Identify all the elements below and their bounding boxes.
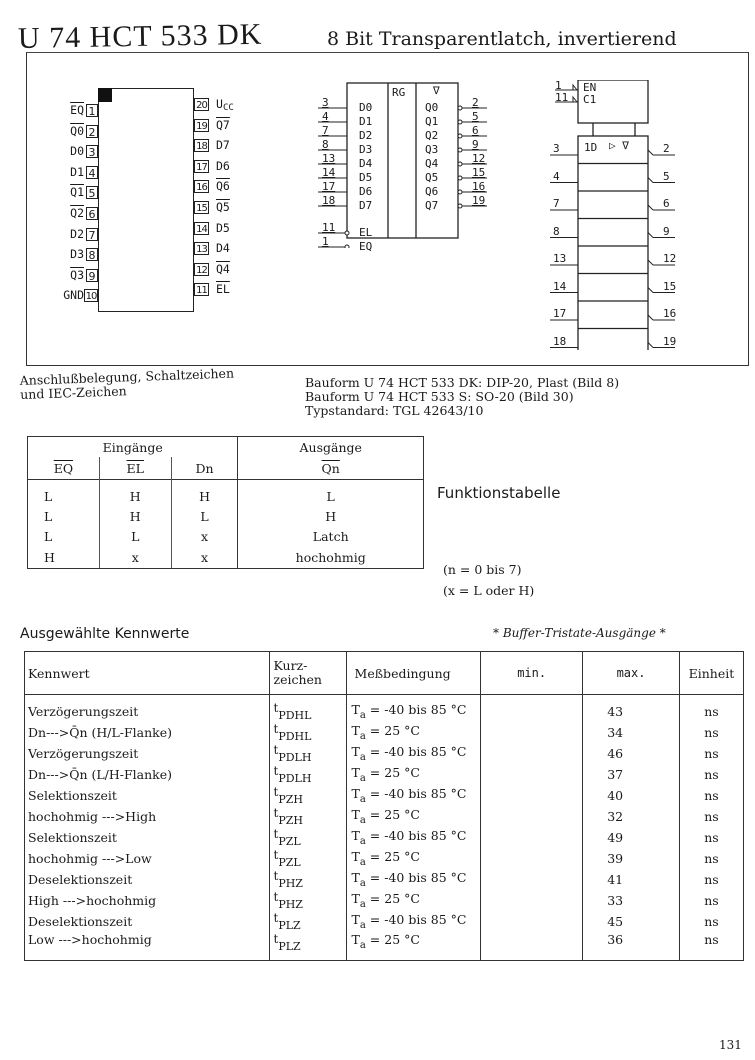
symbol-base: t	[273, 785, 279, 799]
symbol-subscript: PZH	[278, 814, 303, 827]
min-cell	[481, 785, 583, 806]
output-pin-number: 12	[472, 152, 486, 165]
header-kennwert: Kennwert	[25, 652, 270, 695]
dip-pin-number: 15	[194, 201, 209, 214]
condition-symbol: T	[351, 870, 360, 885]
input-pin-number: 13	[322, 152, 336, 165]
function-table-row	[28, 526, 424, 546]
unit-cell: ns	[679, 827, 743, 848]
inputs-group-header: Eingänge	[28, 437, 238, 458]
iec-input-pin-number: 8	[553, 224, 560, 238]
iec-input-pin-number: 4	[553, 169, 560, 183]
output-pin-number: 6	[472, 124, 479, 137]
condition-text: = 25 °C	[365, 765, 420, 780]
iec-control-pin-number: 11	[555, 91, 569, 104]
iec-output-pin-number: 6	[663, 197, 670, 210]
input-label: D0	[359, 101, 373, 114]
min-cell	[481, 743, 583, 764]
dip-pin-label: Q0	[70, 123, 84, 138]
output-label: Q4	[425, 157, 439, 170]
package-info	[305, 376, 619, 418]
characteristics-row	[25, 722, 744, 743]
condition-subscript: a	[359, 857, 366, 868]
max-cell: 49	[583, 827, 680, 848]
input-pin-number: 14	[322, 166, 336, 179]
max-cell: 43	[583, 695, 680, 723]
function-table-cell: L	[28, 526, 100, 546]
dip-pin-label: D4	[216, 241, 230, 256]
symbol-subscript: PZL	[278, 835, 301, 848]
kennwert-cell: Selektionszeit	[25, 827, 270, 848]
function-table-row	[28, 480, 424, 507]
dip-pin-number: 4	[86, 166, 98, 179]
page-number: 131	[719, 1038, 742, 1052]
characteristics-row	[25, 848, 744, 869]
condition-text: = -40 bis 85 °C	[365, 702, 467, 717]
symbol-cell	[270, 848, 346, 869]
condition-symbol: T	[351, 702, 360, 717]
characteristics-row	[25, 764, 744, 785]
characteristics-row	[25, 695, 744, 723]
condition-text: = 25 °C	[365, 932, 420, 947]
symbol-subscript: PHZ	[278, 898, 303, 911]
dip-pin-label: D3	[70, 247, 84, 262]
dip-pin-label: $\overline{EQ}$	[70, 103, 84, 117]
caption-line-1: Anschlußbelegung, Schaltzeichen	[19, 365, 235, 388]
condition-cell	[346, 890, 481, 911]
function-table-cell: hochohmig	[238, 546, 424, 569]
condition-text: = 25 °C	[365, 723, 420, 738]
min-cell	[481, 911, 583, 932]
iec-output-pin-number: 16	[663, 307, 677, 320]
unit-cell: ns	[679, 722, 743, 743]
dip-pin-number: 18	[194, 139, 209, 152]
condition-symbol: T	[351, 786, 360, 801]
output-label: Q7	[425, 199, 439, 212]
dip-pin-number: 13	[194, 242, 209, 255]
output-pin-number: 5	[472, 110, 479, 123]
header-kurzzeichen	[270, 652, 346, 695]
max-cell: 40	[583, 785, 680, 806]
input-label: D1	[359, 115, 373, 128]
kennwert-cell: High --->hochohmig	[25, 890, 270, 911]
condition-text: = -40 bis 85 °C	[365, 828, 467, 843]
unit-cell: ns	[679, 743, 743, 764]
unit-cell: ns	[679, 764, 743, 785]
iec-output-pin-number: 15	[663, 279, 677, 293]
symbol-subscript: PDHL	[278, 709, 312, 722]
unit-cell: ns	[679, 848, 743, 869]
dip-pin-number: 17	[194, 160, 209, 173]
input-label: D2	[359, 129, 373, 142]
control-label: EL	[359, 226, 373, 239]
max-cell: 33	[583, 890, 680, 911]
characteristics-row	[25, 785, 744, 806]
input-pin-number: 18	[322, 194, 336, 207]
symbol-base: t	[273, 743, 279, 757]
characteristics-row	[25, 869, 744, 890]
iec-output-pin-number: 5	[663, 169, 670, 183]
input-label: D7	[359, 199, 373, 212]
condition-cell	[346, 806, 481, 827]
max-cell: 39	[583, 848, 680, 869]
kennwert-cell: Deselektionszeit	[25, 911, 270, 932]
iec-control-label: EN	[583, 81, 597, 94]
condition-subscript: a	[359, 794, 366, 805]
input-label: D3	[359, 143, 373, 156]
max-cell: 46	[583, 743, 680, 764]
condition-cell	[346, 764, 481, 785]
dip-pin-number: 12	[194, 263, 209, 276]
dip-pin-label: GND	[63, 288, 84, 303]
kennwert-cell: Verzögerungszeit	[25, 743, 270, 764]
symbol-base: t	[273, 869, 279, 883]
condition-subscript: a	[359, 940, 366, 951]
output-pin-number: 19	[472, 194, 486, 207]
symbol-cell	[270, 911, 346, 932]
header-einheit: Einheit	[679, 652, 743, 695]
condition-text: = -40 bis 85 °C	[365, 786, 467, 801]
condition-symbol: T	[351, 765, 360, 780]
package-info-so: Bauform U 74 HCT 533 S: SO-20 (Bild 30)	[305, 389, 574, 404]
min-cell	[481, 695, 583, 723]
symbol-subscript: PLZ	[278, 940, 301, 953]
output-pin-number: 9	[472, 138, 479, 151]
package-info-dip: Bauform U 74 HCT 533 DK: DIP-20, Plast (Bild 8)	[305, 375, 620, 390]
max-cell: 32	[583, 806, 680, 827]
symbol-base: t	[273, 827, 279, 841]
symbol-subscript: PZH	[278, 793, 303, 806]
condition-text: = -40 bis 85 °C	[365, 744, 467, 759]
unit-cell: ns	[679, 785, 743, 806]
caption-line-2: und IEC-Zeichen	[19, 383, 127, 402]
min-cell	[481, 890, 583, 911]
characteristics-row	[25, 890, 744, 911]
unit-cell: ns	[679, 695, 743, 723]
outputs-group-header: Ausgänge	[238, 437, 424, 458]
iec-data-input-label: 1D	[584, 141, 598, 154]
symbol-cell	[270, 785, 346, 806]
dip-pin-label: Q5	[216, 200, 230, 214]
symbol-cell	[270, 722, 346, 743]
function-table-cell: H	[99, 480, 171, 507]
function-table-cell: x	[99, 546, 171, 569]
ucc-subscript: CC	[222, 103, 234, 113]
output-pin-number: 16	[472, 180, 486, 193]
dip-pin-label: D7	[216, 138, 230, 153]
dip-pin-label: D0	[70, 144, 84, 159]
condition-subscript: a	[359, 752, 366, 763]
function-table-title: Funktionstabelle	[437, 484, 561, 502]
iec-control-pin-number: 1	[555, 79, 562, 92]
kennwert-cell: Dn--->Q̄n (L/H-Flanke)	[25, 764, 270, 785]
function-table-cell: L	[99, 526, 171, 546]
kennwert-cell: hochohmig --->High	[25, 806, 270, 827]
unit-cell: ns	[679, 911, 743, 932]
min-cell	[481, 869, 583, 890]
output-label: Q3	[425, 143, 439, 156]
condition-subscript: a	[359, 878, 366, 889]
condition-cell	[346, 695, 481, 723]
dip-pin-number: 5	[86, 186, 98, 199]
characteristics-row	[25, 911, 744, 932]
part-number-title: U 74 HCT 533 DK	[17, 17, 263, 55]
pin1-marker-icon	[98, 88, 112, 102]
function-table-cell: H	[238, 506, 424, 526]
header-messbedingung: Meßbedingung	[346, 652, 481, 695]
condition-subscript: a	[359, 920, 366, 931]
dip-pin-label: Q7	[216, 117, 230, 132]
dip-pin-label: UCC	[216, 97, 234, 113]
symbol-cell	[270, 764, 346, 785]
header-kurz-line1: Kurz-	[273, 658, 308, 673]
input-label: D4	[359, 157, 373, 170]
symbol-cell	[270, 890, 346, 911]
iec-output-pin-number: 19	[663, 334, 677, 348]
kennwert-cell: Selektionszeit	[25, 785, 270, 806]
symbol-subscript: PLZ	[278, 919, 301, 932]
output-pin-number: 15	[472, 166, 486, 179]
condition-symbol: T	[351, 744, 360, 759]
min-cell	[481, 848, 583, 869]
max-cell: 37	[583, 764, 680, 785]
output-label: Q5	[425, 171, 439, 184]
condition-cell	[346, 932, 481, 961]
min-cell	[481, 932, 583, 961]
dip-pin-number: 6	[86, 207, 98, 220]
condition-text: = 25 °C	[365, 849, 420, 864]
dip-pin-label: D5	[216, 220, 230, 235]
dip-pin-number: 3	[86, 145, 98, 158]
kennwert-cell: Verzögerungszeit	[25, 695, 270, 723]
dip-pin-number: 1	[86, 104, 98, 117]
condition-subscript: a	[359, 899, 366, 910]
dip-pin-label: Q4	[216, 261, 230, 276]
characteristics-row	[25, 827, 744, 848]
condition-subscript: a	[359, 815, 366, 826]
dip-pin-number: 10	[85, 291, 97, 303]
part-description: 8 Bit Transparentlatch, invertierend	[327, 28, 677, 50]
condition-cell	[346, 848, 481, 869]
input-pin-number: 17	[322, 180, 336, 193]
condition-text: = -40 bis 85 °C	[365, 912, 467, 927]
iec-buffer-tristate-icon: ▷ ∇	[609, 139, 629, 152]
min-cell	[481, 722, 583, 743]
condition-cell	[346, 785, 481, 806]
condition-subscript: a	[359, 731, 366, 742]
iec-input-pin-number: 7	[553, 197, 560, 210]
condition-cell	[346, 827, 481, 848]
unit-cell: ns	[679, 890, 743, 911]
condition-symbol: T	[351, 932, 360, 947]
characteristics-subtitle: * Buffer-Tristate-Ausgänge *	[493, 626, 666, 640]
dip-pin-label: $\overline{EL}$	[216, 282, 230, 297]
iec-control-label: C1	[583, 93, 597, 106]
characteristics-row	[25, 743, 744, 764]
dip-pin-label: Q2	[70, 206, 84, 220]
dip-pin-number: 16	[194, 180, 209, 193]
condition-symbol: T	[351, 828, 360, 843]
note-n-range: (n = 0 bis 7)	[443, 562, 522, 577]
symbol-cell	[270, 827, 346, 848]
function-table-cell: Latch	[238, 526, 424, 546]
output-label: Q0	[425, 101, 439, 114]
condition-symbol: T	[351, 723, 360, 738]
tristate-output-icon: ∇	[433, 84, 440, 97]
characteristics-row	[25, 806, 744, 827]
min-cell	[481, 764, 583, 785]
characteristics-title: Ausgewählte Kennwerte	[20, 626, 190, 642]
min-cell	[481, 806, 583, 827]
condition-cell	[346, 743, 481, 764]
symbol-base: t	[273, 932, 279, 946]
note-x-definition: (x = L oder H)	[443, 583, 535, 598]
condition-cell	[346, 869, 481, 890]
input-pin-number: 8	[322, 138, 329, 151]
control-pin-number: 1	[322, 235, 329, 248]
output-label: Q6	[425, 185, 439, 198]
function-table-cell: L	[200, 508, 209, 524]
symbol-base: t	[273, 701, 279, 715]
type-standard: Typstandard: TGL 42643/10	[305, 403, 484, 418]
dip-package-outline	[98, 88, 194, 312]
output-pin-number: 2	[472, 96, 479, 109]
function-table-cell: L	[28, 480, 100, 507]
condition-symbol: T	[351, 912, 360, 927]
condition-symbol: T	[351, 849, 360, 864]
symbol-base: t	[273, 848, 279, 862]
dip-pin-number: 14	[194, 222, 209, 235]
symbol-cell	[270, 743, 346, 764]
condition-subscript: a	[359, 836, 366, 847]
symbol-subscript: PZL	[278, 856, 301, 869]
min-cell	[481, 827, 583, 848]
function-table-cell: x	[200, 528, 209, 544]
dip-pin-label: Q1	[70, 185, 84, 200]
dip-pin-label: D6	[216, 158, 230, 173]
condition-text: = 25 °C	[365, 891, 420, 906]
input-pin-number: 7	[322, 124, 329, 137]
symbol-subscript: PDHL	[278, 730, 312, 743]
function-table-row	[28, 506, 424, 526]
unit-cell: ns	[679, 932, 743, 961]
iec-output-pin-number: 12	[663, 252, 677, 265]
symbol-subscript: PHZ	[278, 877, 303, 890]
condition-cell	[346, 722, 481, 743]
function-table-cell: H	[28, 546, 100, 569]
condition-symbol: T	[351, 807, 360, 822]
kennwert-cell: Dn--->Q̄n (H/L-Flanke)	[25, 722, 270, 743]
max-cell: 45	[583, 911, 680, 932]
symbol-base: t	[273, 722, 279, 736]
header-kurz-line2: zeichen	[273, 672, 322, 687]
dip-pin-label: Q6	[216, 179, 230, 194]
column-el: $\overline{EL}$	[99, 457, 171, 480]
output-label: Q1	[425, 115, 439, 128]
dip-pin-label: D1	[70, 164, 84, 179]
symbol-base: t	[273, 806, 279, 820]
function-table-cell: H	[99, 506, 171, 526]
symbol-cell	[270, 695, 346, 723]
iec-input-pin-number: 18	[553, 334, 567, 348]
header-min: min.	[481, 652, 583, 695]
condition-subscript: a	[359, 773, 366, 784]
dip-pin-label: Q3	[70, 267, 84, 282]
symbol-cell	[270, 869, 346, 890]
input-label: D6	[359, 185, 373, 198]
iec-output-pin-number: 2	[663, 142, 670, 155]
function-table-cell: L	[238, 480, 424, 507]
function-table-cell: x	[171, 546, 238, 569]
column-dn: Dn	[195, 460, 214, 476]
max-cell: 36	[583, 932, 680, 961]
function-table-cell: H	[199, 488, 210, 504]
symbol-subscript: PDLH	[278, 772, 312, 785]
header-max: max.	[583, 652, 680, 695]
function-table	[27, 436, 424, 569]
dip-pin-number: 9	[86, 269, 98, 282]
max-cell: 34	[583, 722, 680, 743]
control-label: EQ	[359, 240, 373, 253]
condition-text: = 25 °C	[365, 807, 420, 822]
register-block-label: RG	[392, 86, 406, 99]
symbol-base: t	[273, 890, 279, 904]
kennwert-cell: hochohmig --->Low	[25, 848, 270, 869]
iec-output-pin-number: 9	[663, 224, 670, 238]
iec-input-pin-number: 17	[553, 307, 567, 320]
diagram-caption	[20, 367, 235, 402]
iec-input-pin-number: 3	[553, 142, 560, 155]
function-table-cell: L	[28, 506, 100, 526]
symbol-base: t	[273, 911, 279, 925]
condition-symbol: T	[351, 891, 360, 906]
dip-pin-number: 19	[194, 119, 209, 132]
control-pin-number: 11	[322, 221, 336, 234]
condition-subscript: a	[359, 710, 366, 721]
output-label: Q2	[425, 129, 439, 142]
unit-cell: ns	[679, 806, 743, 827]
dip-pin-number: 20	[194, 98, 209, 111]
dip-pin-number: 7	[86, 228, 98, 241]
iec-input-pin-number: 14	[553, 279, 567, 293]
iec-input-pin-number: 13	[553, 252, 567, 265]
column-qn: $\overline{Qn}$	[238, 457, 424, 480]
condition-text: = -40 bis 85 °C	[365, 870, 467, 885]
condition-cell	[346, 911, 481, 932]
kennwert-cell: Low --->hochohmig	[25, 932, 270, 961]
symbol-base: t	[273, 764, 279, 778]
column-eq: $\overline{EQ}$	[28, 457, 100, 480]
input-pin-number: 3	[322, 96, 329, 109]
dip-pin-label: D2	[70, 226, 84, 241]
dip-pin-number: 2	[86, 125, 98, 138]
max-cell: 41	[583, 869, 680, 890]
symbol-subscript: PDLH	[278, 751, 312, 764]
symbol-cell	[270, 806, 346, 827]
input-label: D5	[359, 171, 373, 184]
characteristics-row	[25, 932, 744, 961]
kennwert-cell: Deselektionszeit	[25, 869, 270, 890]
dip-pin-number: 11	[194, 283, 209, 296]
function-table-row	[28, 546, 424, 569]
characteristics-table	[24, 651, 744, 961]
symbol-cell	[270, 932, 346, 961]
input-pin-number: 4	[322, 110, 329, 123]
unit-cell: ns	[679, 869, 743, 890]
dip-pin-number: 8	[86, 248, 98, 261]
